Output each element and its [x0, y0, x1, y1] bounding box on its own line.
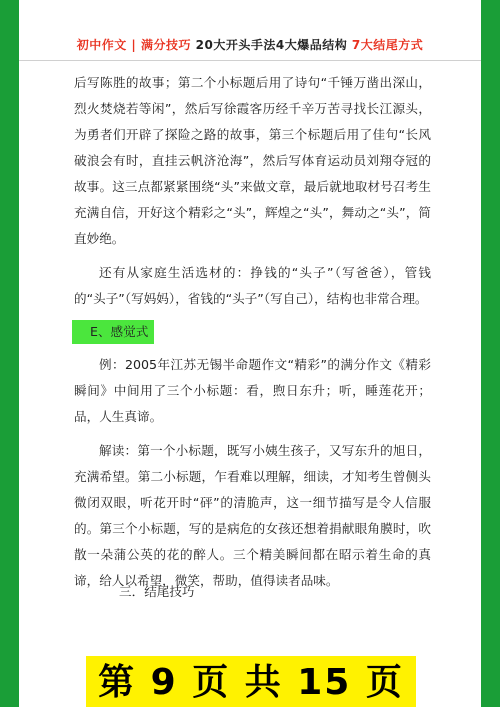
right-green-border [481, 0, 500, 707]
paragraph-3: 例：2005年江苏无锡半命题作文“精彩”的满分作文《精彩瞬间》中间用了三个小标题：看，煦日东升；听，睡莲花开；品，人生真谛。 [74, 357, 431, 424]
page-header [19, 36, 481, 53]
page-number-banner: 第 9 页 共 15 页 [86, 656, 416, 707]
header-openings: 20大开头手法4大爆品结构 [195, 38, 348, 52]
paragraph-1: 后写陈胜的故事；第二个小标题后用了诗句“千锤万凿出深山，烈火焚烧若等闲”，然后写徐霞客历经千辛万苦寻找长江源头，为勇者们开辟了探险之路的故事，第三个标题后用了佳句“长风破浪会有时，直挂云帆济沧海”，然后写体育运动员刘翔夺冠的故事。这三点都紧紧围绕“头”来做文章，最后就地取材号召考生充满自信，开好这个精彩之“头”，辉煌之“头”，舞动之“头”，简直妙绝。 [74, 75, 431, 246]
section-heading-3: 三．结尾技巧 [119, 584, 195, 599]
header-endings: 7大结尾方式 [351, 38, 424, 52]
header-category: 初中作文 | 满分技巧 [76, 38, 191, 52]
paragraph-2: 还有从家庭生活选材的：挣钱的“头子”（写爸爸），管钱的“头子”（写妈妈），省钱的“头子”（写自己），结构也非常合理。 [74, 265, 431, 306]
paragraph-4: 解读：第一个小标题，既写小姨生孩子，又写东升的旭日，充满希望。第二小标题，乍看难以理解，细读，才知考生曾侧头微闭双眼，听花开时“砰”的清脆声，这一细节描写是令人信服的。第三个小标题，写的是病危的女孩还想着捐献眼角膜时，吹散一朵蒲公英的花的醉人。三个精美瞬间都在昭示着生命的真谛，给人以希望，微笑，帮助，值得读者品味。 [74, 443, 431, 588]
article-body [74, 70, 431, 602]
section-heading-e: E、感觉式 [72, 320, 154, 344]
header-divider [19, 60, 481, 61]
left-green-border [0, 0, 19, 707]
